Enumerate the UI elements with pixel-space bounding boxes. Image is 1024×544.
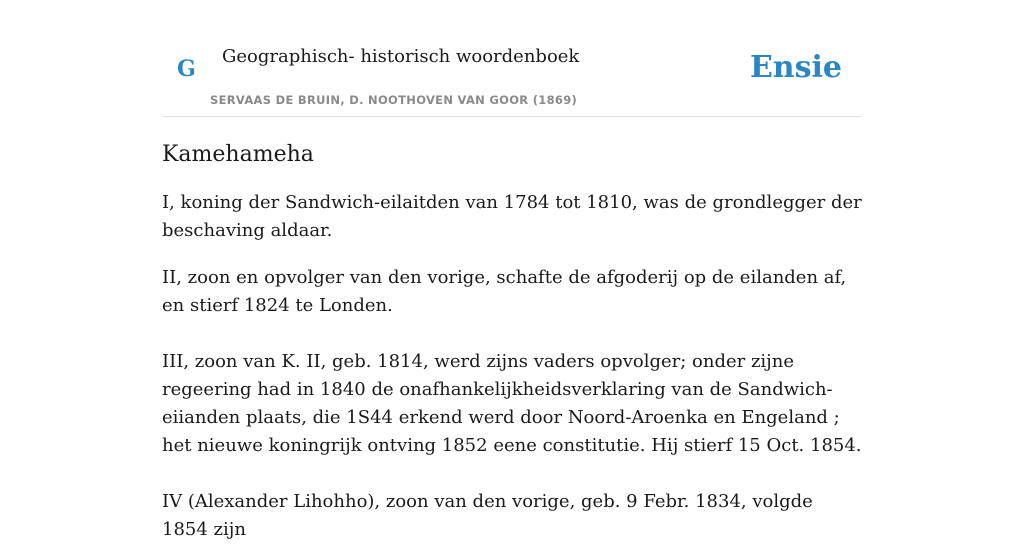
entry-paragraph: III, zoon van K. II, geb. 1814, werd zijns vaders opvolger; onder zijne regeering had in 1840 de onafhankelijkheidsverklaring van de Sandwich-eiianden plaats, die 1S44 erkend werd door Noord-Aroenka en Engeland ; het nieuwe koningrijk ontving 1852 eene constitutie. Hij stierf 15 Oct. 1854. — [162, 351, 862, 456]
source-logo-icon[interactable]: G — [177, 56, 196, 82]
ensie-logo-link[interactable]: Ensie — [749, 50, 842, 85]
book-title-link[interactable]: Geographisch- historisch woordenboek — [222, 46, 580, 67]
entry-paragraph: IV (Alexander Lihohho), zoon van den vorige, geb. 9 Febr. 1834, volgde 1854 zijn — [162, 491, 813, 540]
entry-body — [162, 189, 862, 544]
entry-title: Kamehameha — [162, 142, 314, 167]
page — [162, 0, 862, 544]
book-author: SERVAAS DE BRUIN, D. NOOTHOVEN VAN GOOR (1869) — [210, 93, 578, 107]
source-header — [162, 0, 862, 117]
entry-paragraph: I, koning der Sandwich-eilaitden van 1784 tot 1810, was de grondlegger der beschaving aldaar. — [162, 192, 862, 241]
entry-paragraph: II, zoon en opvolger van den vorige, schafte de afgoderij op de eilanden af, en stierf 1824 te Londen. — [162, 267, 847, 316]
